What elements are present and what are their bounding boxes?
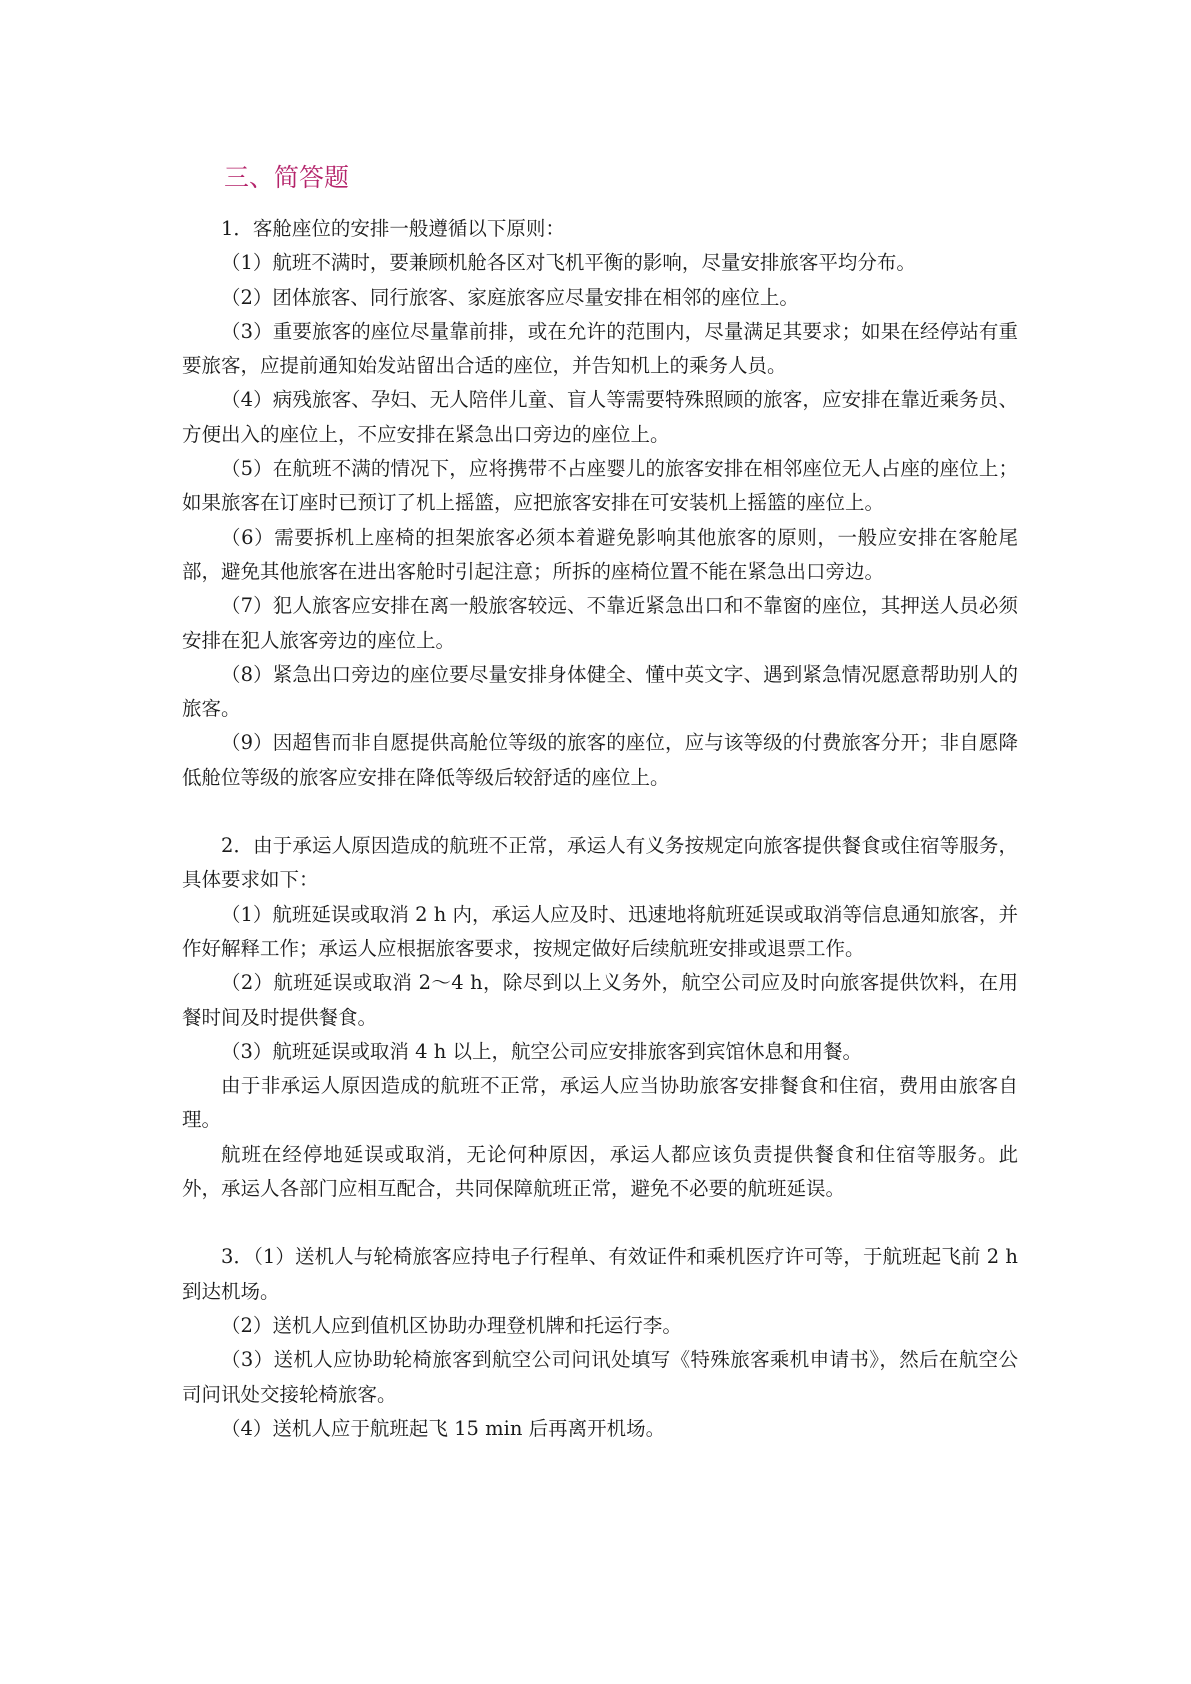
paragraph: （5）在航班不满的情况下，应将携带不占座婴儿的旅客安排在相邻座位无人占座的座位上；如果旅客在订座时已预订了机上摇篮，应把旅客安排在可安装机上摇篮的座位上。	[182, 457, 1018, 515]
paragraph: （2）团体旅客、同行旅客、家庭旅客应尽量安排在相邻的座位上。	[221, 285, 799, 309]
paragraph: （1）航班不满时，要兼顾机舱各区对飞机平衡的影响，尽量安排旅客平均分布。	[221, 251, 916, 275]
paragraph: （7）犯人旅客应安排在离一般旅客较远、不靠近紧急出口和不靠窗的座位，其押送人员必须安排在犯人旅客旁边的座位上。	[182, 594, 1018, 652]
paragraph: （8）紧急出口旁边的座位要尽量安排身体健全、懂中英文字、遇到紧急情况愿意帮助别人的旅客。	[182, 662, 1018, 721]
paragraph: （6）需要拆机上座椅的担架旅客必须本着避免影响其他旅客的原则，一般应安排在客舱尾部，避免其他旅客在进出客舱时引起注意；所拆的座椅位置不能在紧急出口旁边。	[182, 525, 1018, 583]
paragraph: （3）重要旅客的座位尽量靠前排，或在允许的范围内，尽量满足其要求；如果在经停站有重要旅客，应提前通知始发站留出合适的座位，并告知机上的乘务人员。	[182, 319, 1018, 378]
paragraph: 1．客舱座位的安排一般遵循以下原则：	[221, 217, 565, 240]
paragraph: 2．由于承运人原因造成的航班不正常，承运人有义务按规定向旅客提供餐食或住宿等服务，具体要求如下：	[182, 834, 1018, 892]
paragraph: 3．（1）送机人与轮椅旅客应持电子行程单、有效证件和乘机医疗许可等，于航班起飞前 2 h 到达机场。	[182, 1245, 1018, 1303]
paragraph: （1）航班延误或取消 2 h 内，承运人应及时、迅速地将航班延误或取消等信息通知旅客，并作好解释工作；承运人应根据旅客要求，按规定做好后续航班安排或退票工作。	[182, 902, 1018, 960]
paragraph: （2）送机人应到值机区协助办理登机牌和托运行李。	[221, 1313, 682, 1337]
section-title: 三、简答题	[224, 163, 350, 192]
paragraph: （3）航班延误或取消 4 h 以上，航空公司应安排旅客到宾馆休息和用餐。	[221, 1039, 862, 1063]
answer-block-1	[182, 212, 1018, 795]
paragraph: （9）因超售而非自愿提供高舱位等级的旅客的座位，应与该等级的付费旅客分开；非自愿降低舱位等级的旅客应安排在降低等级后较舒适的座位上。	[182, 731, 1018, 789]
paragraph: （4）病残旅客、孕妇、无人陪伴儿童、盲人等需要特殊照顾的旅客，应安排在靠近乘务员、方便出入的座位上，不应安排在紧急出口旁边的座位上。	[182, 388, 1018, 446]
answers-body	[182, 212, 1018, 1446]
paragraph: （3）送机人应协助轮椅旅客到航空公司问讯处填写《特殊旅客乘机申请书》，然后在航空公司问讯处交接轮椅旅客。	[182, 1348, 1018, 1406]
paragraph: 航班在经停地延误或取消，无论何种原因，承运人都应该负责提供餐食和住宿等服务。此外，承运人各部门应相互配合，共同保障航班正常，避免不必要的航班延误。	[182, 1142, 1018, 1201]
paragraph: 由于非承运人原因造成的航班不正常，承运人应当协助旅客安排餐食和住宿，费用由旅客自理。	[182, 1074, 1018, 1132]
block-spacer	[182, 1206, 1018, 1240]
paragraph: （4）送机人应于航班起飞 15 min 后再离开机场。	[221, 1416, 666, 1440]
paragraph: （2）航班延误或取消 2～4 h，除尽到以上义务外，航空公司应及时向旅客提供饮料，在用餐时间及时提供餐食。	[182, 971, 1018, 1029]
answer-block-3	[182, 1240, 1018, 1446]
answer-block-2	[182, 829, 1018, 1206]
block-spacer	[182, 795, 1018, 829]
